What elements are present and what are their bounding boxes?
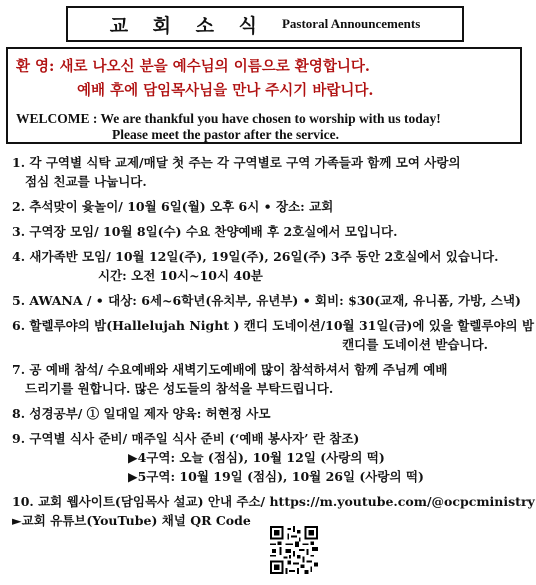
announcement-line: 4. 새가족반 모임/ 10월 12일(주), 19일(주), 26일(주) 3주 동안 2호실에서 있습니다. (12, 249, 499, 264)
announcement-10 (12, 492, 535, 530)
announcement-line: 7. 공 예배 참석/ 수요예배와 새벽기도예배에 많이 참석하셔서 함께 주님께 예배 (12, 362, 448, 377)
announcement-line: 점심 친교를 나눕니다. (25, 174, 147, 189)
announcement-line: 8. 성경공부/ ① 일대일 제자 양육: 허현정 사모 (12, 406, 271, 421)
announcement-line: 3. 구역장 모임/ 10월 8일(수) 수요 찬양예배 후 2호실에서 모입니다. (12, 224, 398, 239)
welcome-korean-line-2: 예배 후에 담임목사님을 만나 주시기 바랍니다. (77, 82, 374, 99)
qr-code-icon[interactable] (270, 526, 318, 574)
announcement-line: 시간: 오전 10시~10시 40분 (98, 268, 263, 283)
announcement-3 (12, 222, 530, 241)
announcement-7 (12, 360, 530, 398)
header-title-korean: 교 회 소 식 (109, 14, 266, 37)
announcement-4 (12, 247, 530, 285)
announcement-line: 6. 할렐루야의 밤(Hallelujah Night ) 캔디 도네이션/10월 31일(금)에 있을 할렐루야의 밤 (12, 318, 535, 333)
welcome-english-line-2: Please meet the pastor after the service. (112, 127, 340, 142)
announcement-line: 9. 구역별 식사 준비/ 매주일 식사 준비 (‘예배 봉사자’ 란 참조) (12, 431, 360, 446)
announcement-9 (12, 429, 530, 486)
announcement-line: 드리기를 원합니다. 많은 성도들의 참석을 부탁드립니다. (25, 381, 334, 396)
announcement-list (12, 153, 535, 536)
announcement-8 (12, 404, 530, 423)
header-box (66, 6, 464, 42)
announcement-6 (12, 316, 535, 354)
announcement-line: 5. AWANA / • 대상: 6세~6학년(유치부, 유년부) • 회비: $30(교재, 유니폼, 가방, 스낵) (12, 293, 521, 308)
header-title-english: Pastoral Announcements (281, 16, 421, 31)
welcome-box (6, 47, 522, 144)
announcement-line: 캔디를 도네이션 받습니다. (342, 337, 488, 352)
announcement-1 (12, 153, 530, 191)
welcome-english-line-1: WELCOME : We are thankful you have chosen to worship with us today! (16, 111, 441, 126)
announcement-line: 10. 교회 웹사이트(담임목사 설교) 안내 주소/ https://m.youtube.com/@ocpcministry (12, 494, 535, 509)
announcement-line: ►교회 유튜브(YouTube) 채널 QR Code (12, 513, 251, 528)
announcement-line: ▶4구역: 오늘 (점심), 10월 12일 (사랑의 떡) (128, 450, 385, 465)
announcement-2 (12, 197, 530, 216)
welcome-korean-line-1: 환 영: 새로 나오신 분을 예수님의 이름으로 환영합니다. (16, 58, 370, 75)
announcement-5 (12, 291, 530, 310)
announcement-line: 2. 추석맞이 윷놀이/ 10월 6일(월) 오후 6시 • 장소: 교회 (12, 199, 334, 214)
announcement-line: 1. 각 구역별 식탁 교제/매달 첫 주는 각 구역별로 구역 가족들과 함께 모여 사랑의 (12, 155, 461, 170)
announcement-line: ▶5구역: 10월 19일 (점심), 10월 26일 (사랑의 떡) (128, 469, 424, 484)
